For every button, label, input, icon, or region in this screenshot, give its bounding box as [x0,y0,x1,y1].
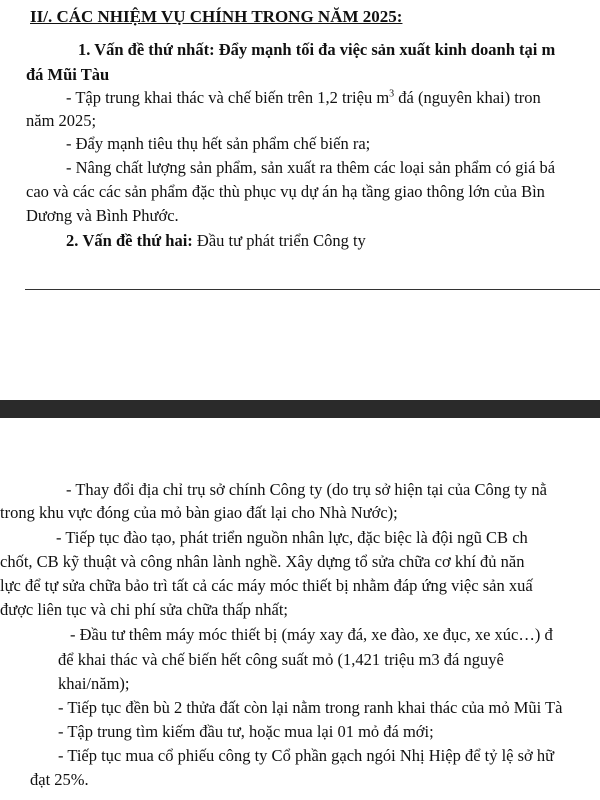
issue-2-number: 2. [66,231,79,250]
paragraph-line: khai/năm); [58,674,130,693]
paragraph-line: - Thay đổi địa chỉ trụ sở chính Công ty (do trụ sở hiện tại của Công ty nằ [66,480,547,499]
footer-rule [25,289,600,290]
bullet-1-prefix: - Tập trung khai thác và chế biến trên 1,2 triệu m [66,88,390,107]
bullet-3-cont: cao và các các sản phẩm đặc thù phục vụ dự án hạ tầng giao thông lớn của Bìn [26,182,545,201]
paragraph-line: lực để tự sửa chữa bảo trì tất cả các máy móc thiết bị nhằm đáp ứng việc sản xuấ [0,576,533,595]
issue-2-label: Vấn đề thứ hai: [82,231,193,250]
document-page-bottom [0,418,600,800]
paragraph-line: - Tiếp tục đền bù 2 thửa đất còn lại nằm trong ranh khai thác của mỏ Mũi Tà [58,698,563,717]
paragraph-line: đạt 25%. [30,770,89,789]
issue-1-number: 1. [78,40,91,59]
bullet-3-cont2: Dương và Bình Phước. [26,206,179,225]
bullet-1 [66,88,541,108]
paragraph-line: được liên tục và chi phí sửa chữa thấp nhất; [0,600,289,619]
paragraph-line: - Tiếp tục đào tạo, phát triển nguồn nhân lực, đặc biệc là đội ngũ CB ch [56,528,528,547]
issue-2-heading [66,231,366,251]
paragraph-line: trong khu vực đóng của mỏ bàn giao đất lại cho Nhà Nước); [0,503,398,522]
bullet-1-cont: năm 2025; [26,111,97,130]
bullet-1-suffix: đá (nguyên khai) tron [394,88,541,107]
paragraph-line: chốt, CB kỹ thuật và công nhân lành nghề. Xây dựng tổ sửa chữa cơ khí đủ năn [0,552,525,571]
paragraph-line: - Tiếp tục mua cổ phiếu công ty Cổ phần gạch ngói Nhị Hiệp để tỷ lệ sở hữ [58,746,555,765]
issue-1-title: Đẩy mạnh tối đa việc sản xuất kinh doanh tại m [218,40,556,59]
bullet-1-sup: 3 [389,88,395,100]
issue-1-title-cont: đá Mũi Tàu [26,65,110,84]
bullet-3: - Nâng chất lượng sản phẩm, sản xuất ra thêm các loại sản phẩm có giá bá [66,158,556,177]
page-separator [0,400,600,418]
section-heading: II/. CÁC NHIỆM VỤ CHÍNH TRONG NĂM 2025: [30,7,403,26]
paragraph-line: để khai thác và chế biến hết công suất mỏ (1,421 triệu m3 đá nguyê [58,650,504,669]
issue-2-title: Đầu tư phát triển Công ty [192,231,366,250]
bullet-2: - Đẩy mạnh tiêu thụ hết sản phẩm chế biến ra; [66,134,371,153]
paragraph-line: - Đầu tư thêm máy móc thiết bị (máy xay đá, xe đào, xe đục, xe xúc…) đ [70,625,553,644]
paragraph-line: - Tập trung tìm kiếm đầu tư, hoặc mua lại 01 mỏ đá mới; [58,722,434,741]
issue-1-label: Vấn đề thứ nhất: [94,40,215,59]
issue-1-heading [78,40,555,60]
